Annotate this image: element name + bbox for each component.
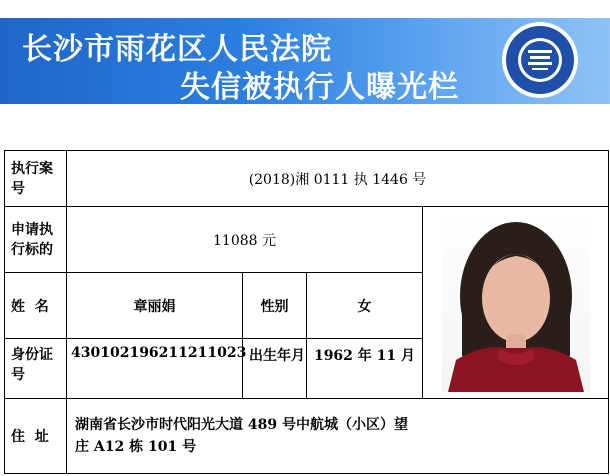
- defaulter-photo: [442, 210, 590, 392]
- case-number-value: (2018)湘 0111 执 1446 号: [67, 151, 609, 207]
- birth-label: 出生年月: [243, 339, 307, 399]
- gender-label: 性别: [243, 273, 307, 339]
- address-value: 湖南省长沙市时代阳光大道 489 号中航城（小区）望庄 A12 栋 101 号: [67, 399, 609, 474]
- amount-row: [5, 207, 609, 273]
- gender-value: 女: [307, 273, 423, 339]
- case-number-label: 执行案号: [5, 151, 67, 207]
- case-number-row: [5, 151, 609, 207]
- id-number-value: 430102196211211023: [67, 339, 243, 399]
- amount-value: 11088 元: [67, 207, 423, 273]
- photo-cell: [423, 207, 609, 399]
- address-row: [5, 399, 609, 474]
- id-number-label: 身份证号: [5, 339, 67, 399]
- birth-value: 1962 年 11 月: [307, 339, 423, 399]
- amount-label: 申请执行标的: [5, 207, 67, 273]
- court-emblem-icon: [500, 20, 580, 100]
- address-label: 住 址: [5, 399, 67, 474]
- defaulter-info-table: [4, 150, 609, 474]
- banner-subtitle: 失信被执行人曝光栏: [180, 70, 459, 105]
- name-label: 姓 名: [5, 273, 67, 339]
- court-name: 长沙市雨花区人民法院: [22, 32, 332, 67]
- header-banner: [0, 0, 610, 108]
- name-value: 章丽娟: [67, 273, 243, 339]
